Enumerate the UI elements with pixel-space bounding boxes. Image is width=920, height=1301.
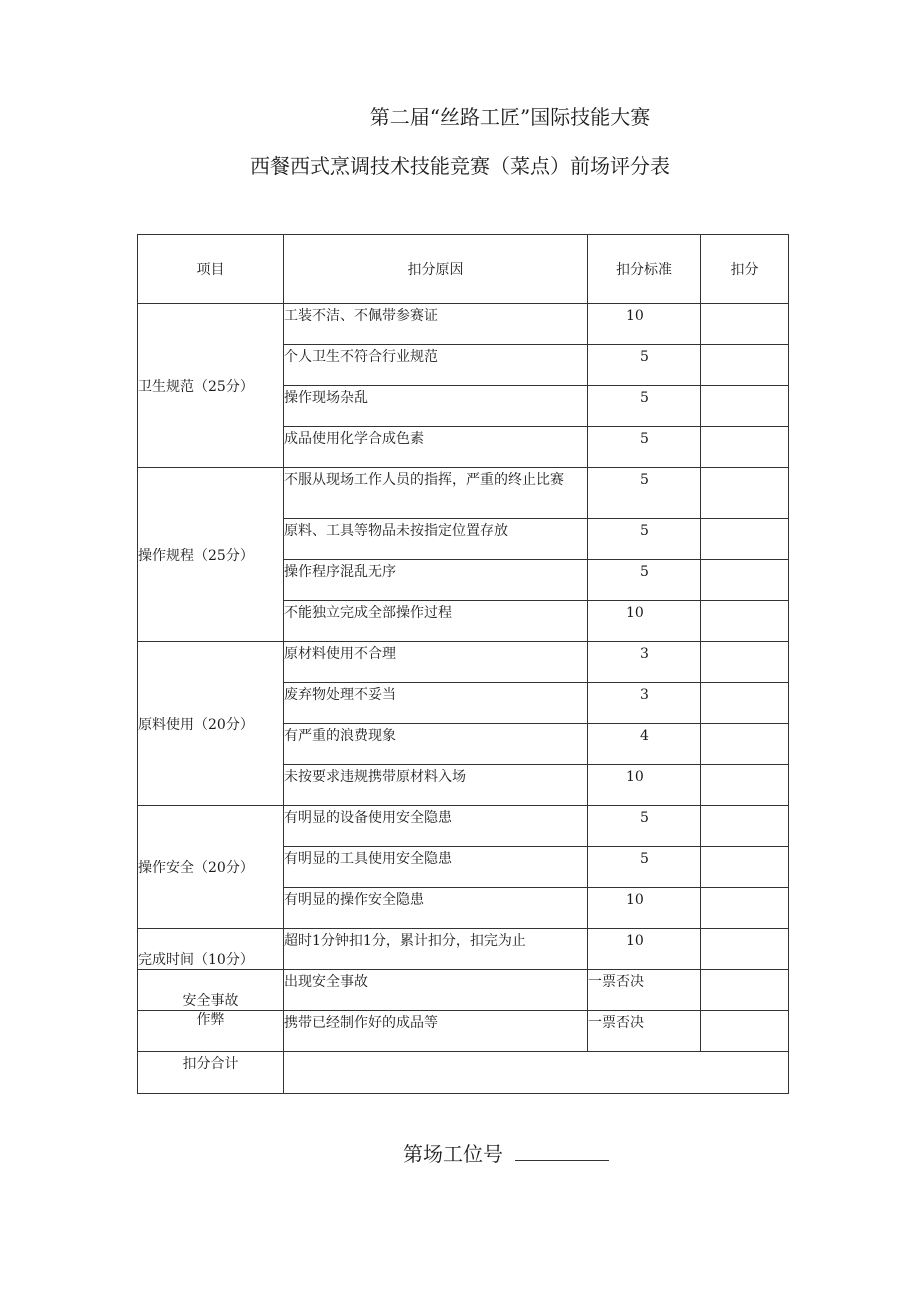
standard-cell: 5 [588, 560, 701, 601]
deduction-cell[interactable] [701, 560, 789, 601]
deduction-cell[interactable] [701, 929, 789, 970]
table-row [138, 970, 789, 1011]
deduction-cell[interactable] [701, 345, 789, 386]
table-row [138, 642, 789, 683]
table-row [138, 806, 789, 847]
header-deduction: 扣分 [701, 235, 789, 304]
standard-cell: 5 [588, 386, 701, 427]
deduction-cell[interactable] [701, 724, 789, 765]
table-row [138, 1011, 789, 1052]
category-hygiene: 卫生规范（25分） [138, 304, 284, 468]
reason-cell: 有明显的操作安全隐患 [284, 888, 588, 929]
score-table [137, 234, 789, 1094]
deduction-cell[interactable] [701, 427, 789, 468]
reason-cell: 有明显的设备使用安全隐患 [284, 806, 588, 847]
category-time: 完成时间（10分） [138, 929, 284, 970]
standard-cell: 5 [588, 806, 701, 847]
standard-cell: 3 [588, 683, 701, 724]
category-cheating: 作弊 [138, 1011, 284, 1052]
deduction-cell[interactable] [701, 888, 789, 929]
deduction-cell[interactable] [701, 468, 789, 519]
reason-cell: 个人卫生不符合行业规范 [284, 345, 588, 386]
header-row [138, 235, 789, 304]
table-row [138, 929, 789, 970]
reason-cell: 废弃物处理不妥当 [284, 683, 588, 724]
standard-cell: 10 [588, 888, 701, 929]
deduction-cell[interactable] [701, 642, 789, 683]
standard-cell: 5 [588, 427, 701, 468]
station-number-field [403, 1138, 609, 1167]
total-label: 扣分合计 [138, 1052, 284, 1094]
total-value-cell[interactable] [284, 1052, 789, 1094]
reason-cell: 不服从现场工作人员的指挥，严重的终止比赛 [284, 468, 588, 519]
form-title: 西餐西式烹调技术技能竞赛（菜点）前场评分表 [250, 154, 670, 178]
competition-title: 第二届“丝路工匠”国际技能大赛 [369, 105, 651, 129]
station-number-label: 第场工位号 [403, 1142, 503, 1166]
deduction-cell[interactable] [701, 970, 789, 1011]
standard-cell: 5 [588, 468, 701, 519]
category-materials: 原料使用（20分） [138, 642, 284, 806]
deduction-cell[interactable] [701, 683, 789, 724]
standard-cell: 10 [588, 929, 701, 970]
reason-cell: 携带已经制作好的成品等 [284, 1011, 588, 1052]
standard-cell: 一票否决 [588, 1011, 701, 1052]
category-procedure: 操作规程（25分） [138, 468, 284, 642]
header-standard: 扣分标准 [588, 235, 701, 304]
reason-cell: 有严重的浪费现象 [284, 724, 588, 765]
reason-cell: 超时1分钟扣1分，累计扣分，扣完为止 [284, 929, 588, 970]
standard-cell: 5 [588, 519, 701, 560]
standard-cell: 4 [588, 724, 701, 765]
standard-cell: 3 [588, 642, 701, 683]
reason-cell: 有明显的工具使用安全隐患 [284, 847, 588, 888]
deduction-cell[interactable] [701, 601, 789, 642]
standard-cell: 10 [588, 601, 701, 642]
table-row [138, 468, 789, 519]
reason-cell: 操作程序混乱无序 [284, 560, 588, 601]
deduction-cell[interactable] [701, 806, 789, 847]
reason-cell: 操作现场杂乱 [284, 386, 588, 427]
header-item: 项目 [138, 235, 284, 304]
header-reason: 扣分原因 [284, 235, 588, 304]
standard-cell: 5 [588, 847, 701, 888]
deduction-cell[interactable] [701, 519, 789, 560]
deduction-cell[interactable] [701, 304, 789, 345]
table-row [138, 304, 789, 345]
deduction-cell[interactable] [701, 1011, 789, 1052]
reason-cell: 原材料使用不合理 [284, 642, 588, 683]
deduction-cell[interactable] [701, 765, 789, 806]
reason-cell: 工装不洁、不佩带参赛证 [284, 304, 588, 345]
category-accident: 安全事故 [138, 970, 284, 1011]
standard-cell: 10 [588, 765, 701, 806]
station-number-blank[interactable] [515, 1142, 609, 1161]
total-row [138, 1052, 789, 1094]
deduction-cell[interactable] [701, 847, 789, 888]
reason-cell: 未按要求违规携带原材料入场 [284, 765, 588, 806]
category-safety: 操作安全（20分） [138, 806, 284, 929]
standard-cell: 10 [588, 304, 701, 345]
reason-cell: 出现安全事故 [284, 970, 588, 1011]
standard-cell: 一票否决 [588, 970, 701, 1011]
reason-cell: 不能独立完成全部操作过程 [284, 601, 588, 642]
standard-cell: 5 [588, 345, 701, 386]
reason-cell: 成品使用化学合成色素 [284, 427, 588, 468]
reason-cell: 原料、工具等物品未按指定位置存放 [284, 519, 588, 560]
deduction-cell[interactable] [701, 386, 789, 427]
